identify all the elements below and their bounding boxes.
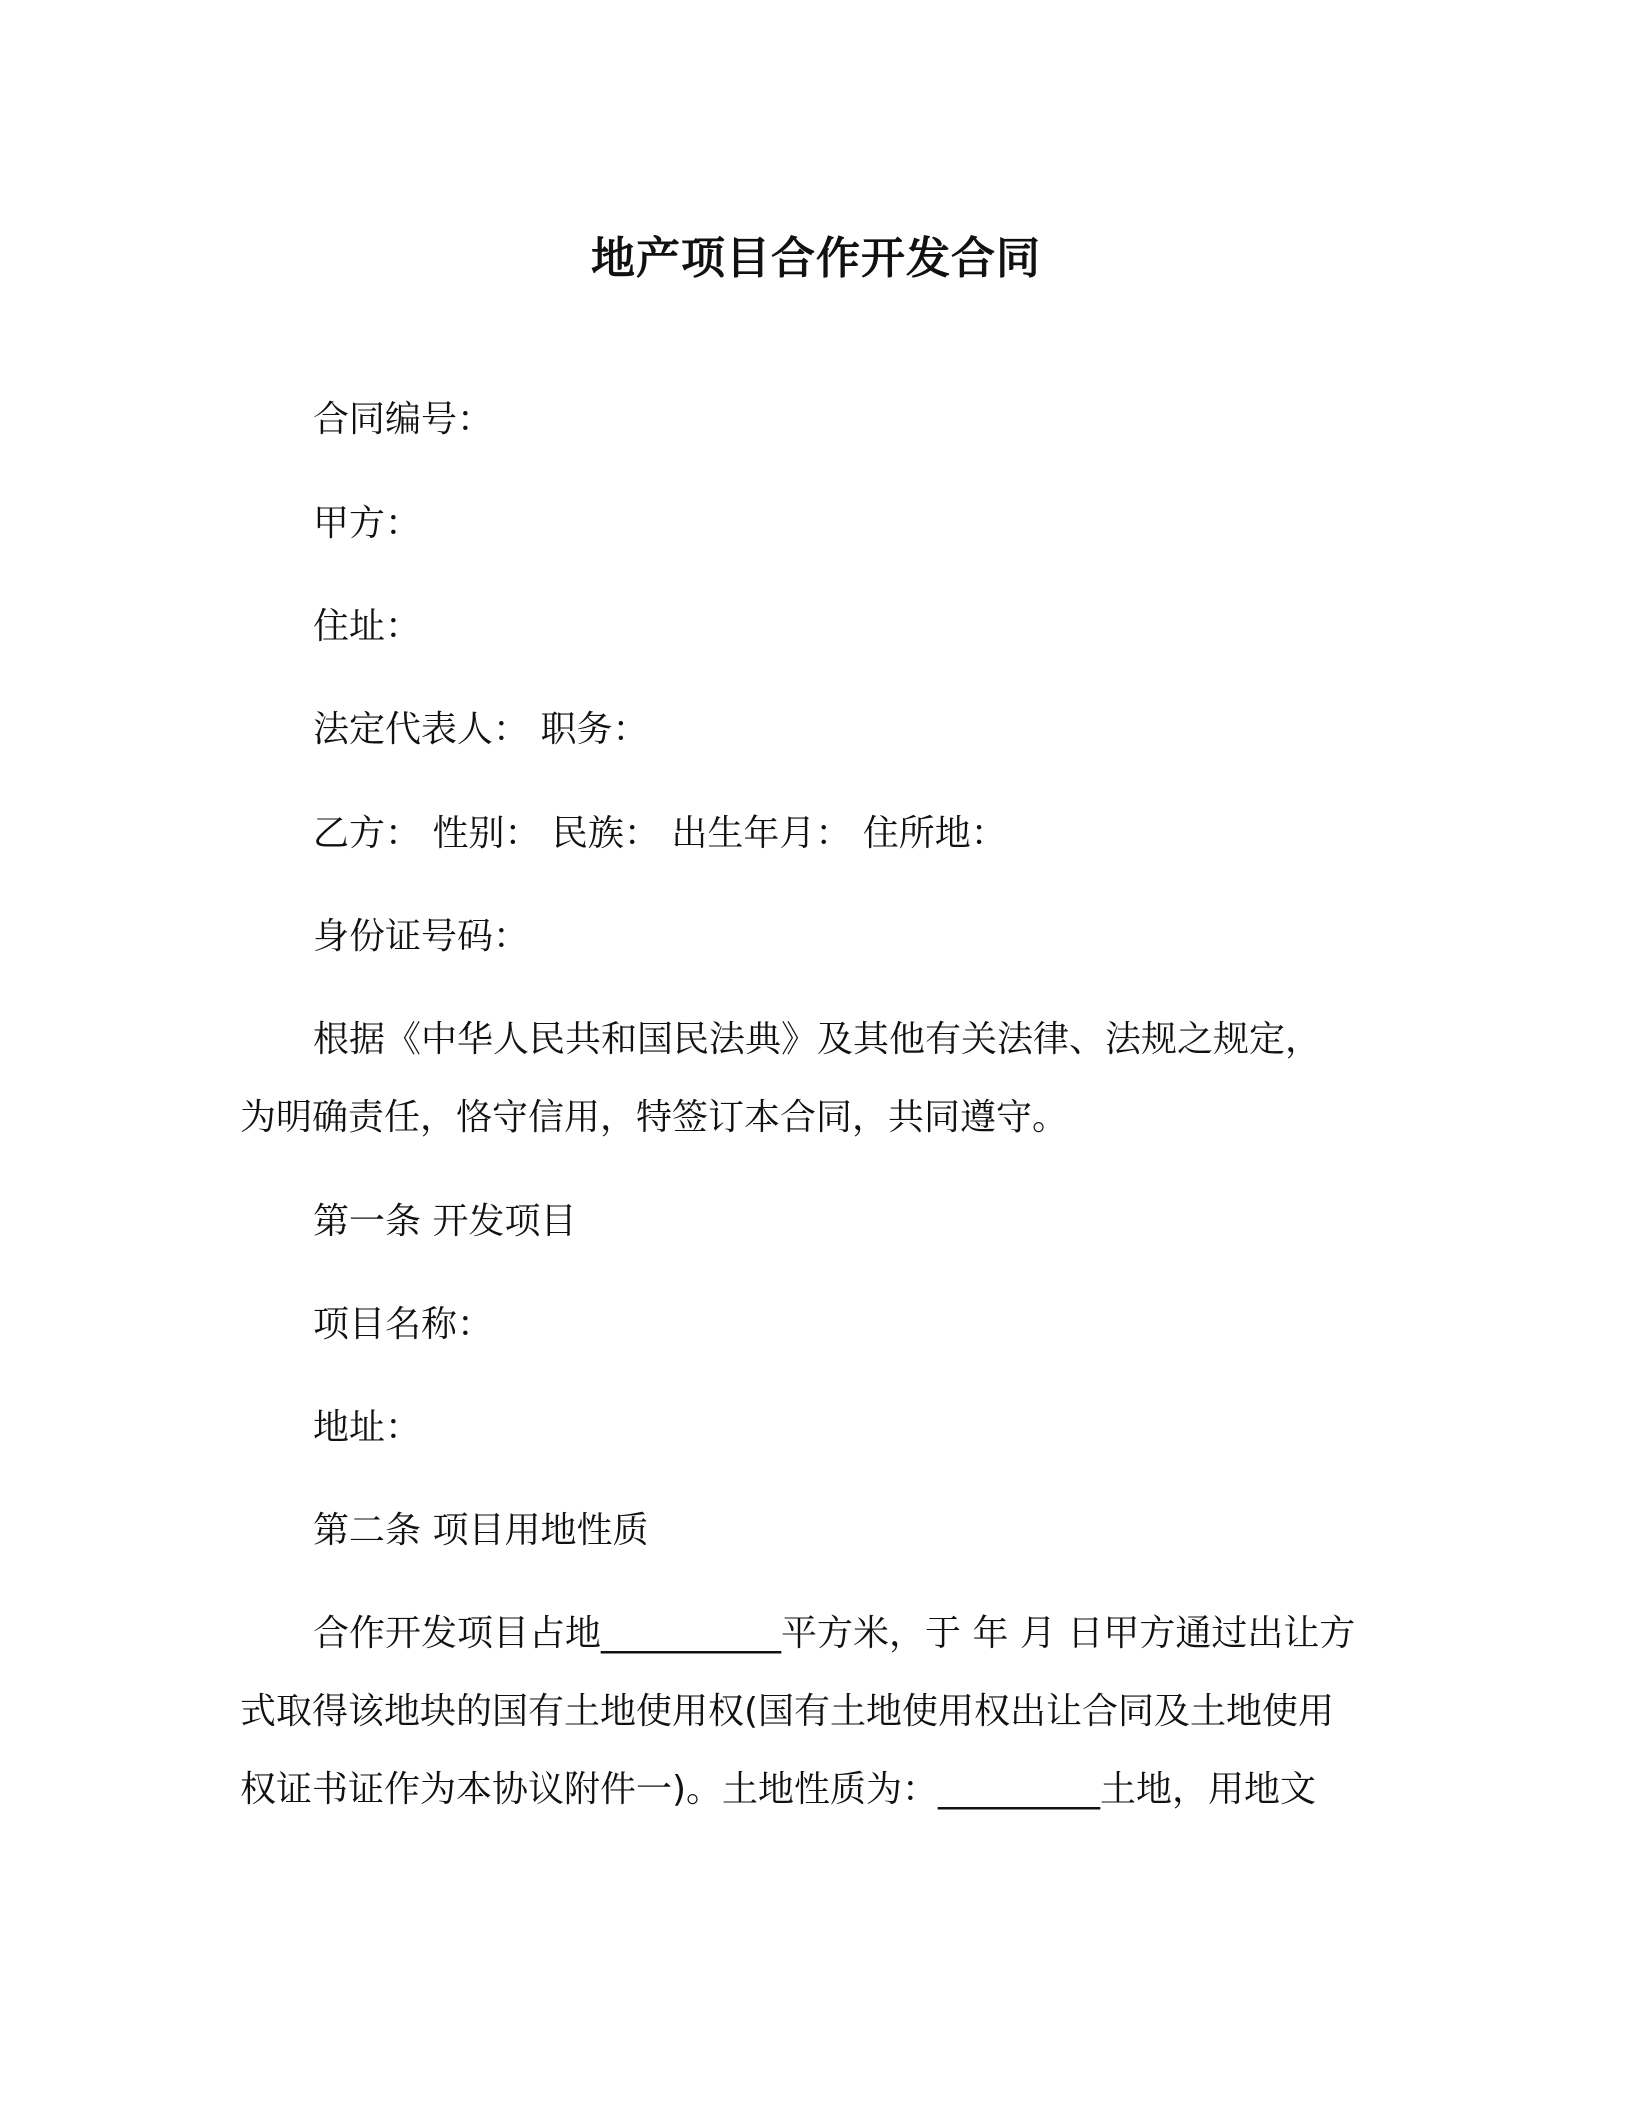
party-b-field: 乙方： 性别： 民族： 出生年月： 住所地： bbox=[313, 813, 1007, 854]
party-a-field: 甲方： bbox=[313, 503, 422, 544]
preamble-line-1: 根据《中华人民共和国民法典》及其他有关法律、法规之规定， bbox=[313, 1019, 1322, 1060]
preamble-line-2: 为明确责任，恪守信用，特签订本合同，共同遵守。 bbox=[240, 1097, 1069, 1138]
contract-number-field: 合同编号： bbox=[313, 399, 494, 440]
project-name-field: 项目名称： bbox=[313, 1304, 494, 1345]
party-a-address-field: 住址： bbox=[313, 606, 422, 647]
article-1-heading: 第一条 开发项目 bbox=[313, 1201, 577, 1242]
article-2-line-1: 合作开发项目占地__________平方米，于 年 月 日甲方通过出让方 bbox=[313, 1613, 1356, 1654]
article-2-line-2: 式取得该地块的国有土地使用权(国有土地使用权出让合同及土地使用 bbox=[240, 1691, 1335, 1732]
article-2-heading: 第二条 项目用地性质 bbox=[313, 1510, 649, 1551]
document-title: 地产项目合作开发合同 bbox=[591, 233, 1041, 284]
id-number-field: 身份证号码： bbox=[313, 916, 530, 957]
article-2-line-3: 权证书证作为本协议附件一)。土地性质为：_________土地，用地文 bbox=[240, 1769, 1317, 1810]
project-address-field: 地址： bbox=[313, 1407, 422, 1448]
legal-representative-field: 法定代表人： 职务： bbox=[313, 709, 649, 750]
